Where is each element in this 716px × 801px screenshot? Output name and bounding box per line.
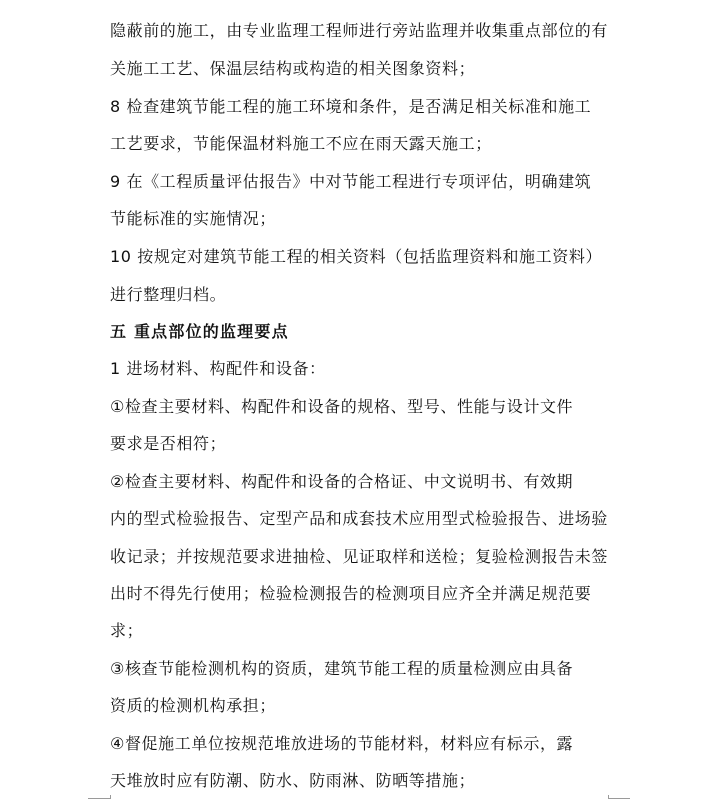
section-heading: 五 重点部位的监理要点 xyxy=(110,322,289,341)
text-line: 关施工工艺、保温层结构或构造的相关图象资料； xyxy=(110,59,476,78)
text-line: 收记录；并按规范要求进抽检、见证取样和送检；复验检测报告未签 xyxy=(110,547,609,566)
text-line: 天堆放时应有防潮、防水、防雨淋、防晒等措施； xyxy=(110,771,476,790)
text-line: 10 按规定对建筑节能工程的相关资料（包括监理资料和施工资料） xyxy=(110,247,603,266)
text-line: 进行整理归档。 xyxy=(110,285,227,304)
text-line: 内的型式检验报告、定型产品和成套技术应用型式检验报告、进场验 xyxy=(110,509,609,528)
text-line: 隐蔽前的施工，由专业监理工程师进行旁站监理并收集重点部位的有 xyxy=(110,21,609,40)
text-line: 资质的检测机构承担； xyxy=(110,696,277,715)
text-line: 求； xyxy=(110,621,144,640)
page-margin-marker-right xyxy=(608,798,630,799)
page-margin-marker-left xyxy=(88,798,110,799)
text-line: 要求是否相符； xyxy=(110,434,227,453)
text-line: ④督促施工单位按规范堆放进场的节能材料，材料应有标示，露 xyxy=(110,734,574,753)
text-line: 8 检查建筑节能工程的施工环境和条件，是否满足相关标准和施工 xyxy=(110,97,592,116)
text-line: ②检查主要材料、构配件和设备的合格证、中文说明书、有效期 xyxy=(110,472,574,491)
text-line: 工艺要求，节能保温材料施工不应在雨天露天施工； xyxy=(110,134,492,153)
page-margin-tick-left xyxy=(110,795,111,799)
text-line: 节能标准的实施情况； xyxy=(110,209,277,228)
text-line: ③核查节能检测机构的资质，建筑节能工程的质量检测应由具备 xyxy=(110,659,574,678)
text-line: 出时不得先行使用；检验检测报告的检测项目应齐全并满足规范要 xyxy=(110,584,592,603)
text-line: 9 在《工程质量评估报告》中对节能工程进行专项评估，明确建筑 xyxy=(110,172,592,191)
text-line: 1 进场材料、构配件和设备： xyxy=(110,359,326,378)
page-margin-tick-right xyxy=(608,795,609,799)
text-line: ①检查主要材料、构配件和设备的规格、型号、性能与设计文件 xyxy=(110,397,574,416)
